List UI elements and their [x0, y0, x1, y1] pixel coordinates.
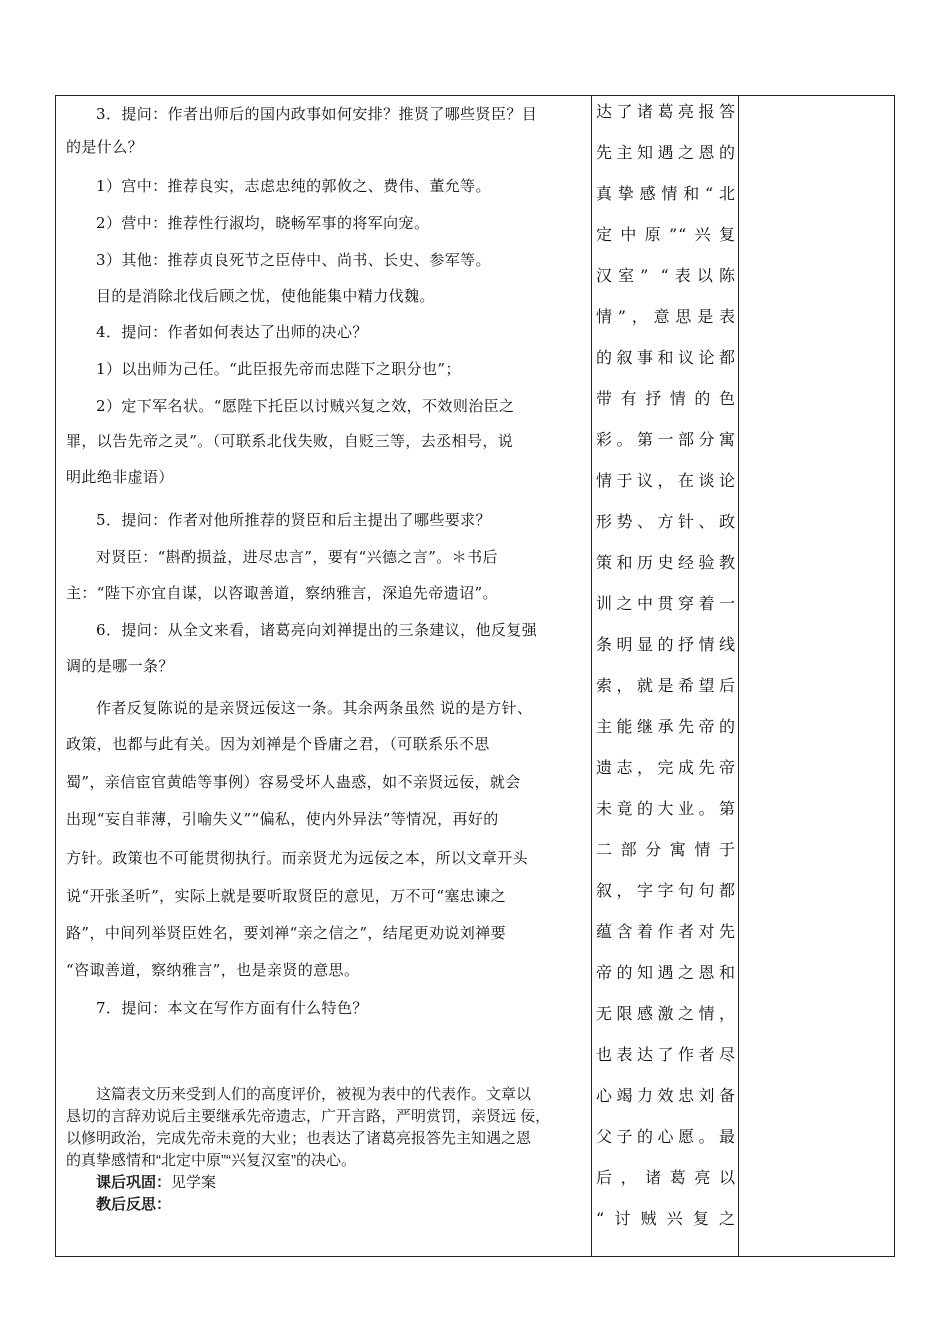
- body-line: 调的是哪一条？: [66, 657, 174, 675]
- side-note-line: 的叙事和议论都: [596, 348, 736, 367]
- body-line: 对贤臣：“斟酌损益，进尽忠言”，要有“兴德之言”。＊书后: [96, 548, 498, 566]
- side-note-line: 带有抒情的色: [596, 389, 736, 408]
- summary-line: 恳切的言辞劝说后主要继承先帝遗志，广开言路，严明赏罚，亲贤远 佞，: [66, 1108, 551, 1125]
- side-note-line: 形势、方针、政: [596, 512, 736, 531]
- body-line: 政策，也都与此有关。因为刘禅是个昏庸之君，（可联系乐不思: [66, 735, 490, 753]
- body-line: 2）定下军名状。“愿陛下托臣以讨贼兴复之效，不效则治臣之: [96, 397, 515, 415]
- side-note-line: 情”，意思是表: [596, 307, 736, 326]
- body-line: 1）以出师为己任。“此臣报先帝而忠陛下之职分也”；: [96, 360, 461, 378]
- body-line: 说“开张圣听”，实际上就是要听取贤臣的意见，万不可“塞忠谏之: [66, 887, 507, 905]
- lesson-table: [55, 95, 895, 1257]
- column-divider-2: [738, 96, 739, 1256]
- body-line: 方针。政策也不可能贯彻执行。而亲贤尤为远佞之本，所以文章开头: [66, 849, 529, 867]
- side-note-line: 帝的知遇之恩和: [596, 963, 736, 982]
- side-note-line: 遗志，完成先帝: [596, 758, 736, 777]
- body-line: 主：“陛下亦宜自谋，以咨诹善道，察纳雅言，深追先帝遗诏”。: [66, 584, 498, 602]
- side-note-line: 蕴含着作者对先: [596, 922, 736, 941]
- side-note-line: 先主知遇之恩的: [596, 143, 736, 162]
- reflection-row: [66, 1194, 586, 1216]
- body-line: 3）其他：推荐贞良死节之臣侍中、尚书、长史、参军等。: [96, 251, 491, 269]
- side-note-line: 彩。第一部分寓: [596, 430, 736, 449]
- side-note-line: 训之中贯穿着一: [596, 594, 736, 613]
- body-line: 目的是消除北伐后顾之忧，使他能集中精力伐魏。: [96, 287, 435, 305]
- body-line: 1）宫中：推荐良实，志虑忠纯的郭攸之、费伟、董允等。: [96, 177, 491, 195]
- side-note-line: 心竭力效忠刘备: [596, 1086, 736, 1105]
- side-note-line: 未竟的大业。第: [596, 799, 736, 818]
- body-line: 明此绝非虚语）: [66, 468, 174, 486]
- body-line: “咨诹善道，察纳雅言”，也是亲贤的意思。: [66, 961, 360, 979]
- body-line: 罪，以告先帝之灵”。（可联系北伐失败，自贬三等，去丞相号，说: [66, 432, 514, 450]
- body-line: 7．提问：本文在写作方面有什么特色？: [96, 999, 368, 1017]
- body-line: 5．提问：作者对他所推荐的贤臣和后主提出了哪些要求？: [96, 511, 491, 529]
- body-line: 出现“妄自菲薄，引喻失义”“偏私，使内外异法”等情况，再好的: [66, 810, 499, 828]
- side-note-line: 后，诸葛亮以: [596, 1168, 736, 1187]
- body-line: 4．提问：作者如何表达了出师的决心？: [96, 323, 368, 341]
- side-note-line: 真挚感情和“北: [596, 184, 736, 203]
- summary-line: 以修明政治，完成先帝未竟的大业；也表达了诸葛亮报答先主知遇之恩: [66, 1130, 532, 1147]
- summary-line: 这篇表文历来受到人们的高度评价，被视为表中的代表作。文章以: [96, 1086, 532, 1103]
- side-note-line: 也表达了作者尽: [596, 1045, 736, 1064]
- body-line: 3．提问：作者出师后的国内政事如何安排？推贤了哪些贤臣？目: [96, 105, 538, 123]
- column-divider-1: [591, 96, 592, 1256]
- body-line: 6．提问：从全文来看，诸葛亮向刘禅提出的三条建议，他反复强: [96, 621, 538, 639]
- reflection-label: 教后反思：: [96, 1196, 172, 1213]
- homework-row: [66, 1172, 586, 1194]
- body-line: 路”，中间列举贤臣姓名，要刘禅“亲之信之”，结尾更劝说刘禅要: [66, 924, 507, 942]
- side-note-line: 策和历史经验教: [596, 553, 736, 572]
- summary-block: [66, 1084, 586, 1216]
- body-line: 蜀”，亲信宦官黄皓等事例）容易受坏人蛊惑，如不亲贤远佞，就会: [66, 773, 521, 791]
- side-note-line: 主能继承先帝的: [596, 717, 736, 736]
- side-note-line: 达了诸葛亮报答: [596, 102, 736, 121]
- body-line: 的是什么？: [66, 138, 144, 156]
- side-note-line: 情于议，在谈论: [596, 471, 736, 490]
- side-note-line: “讨贼兴复之: [596, 1209, 736, 1228]
- homework-label: 课后巩固：: [96, 1174, 172, 1191]
- side-note-line: 无限感激之情，: [596, 1004, 736, 1023]
- side-note-line: 二部分寓情于: [596, 840, 736, 859]
- side-note-line: 父子的心愿。最: [596, 1127, 736, 1146]
- homework-value: 见学案: [171, 1174, 217, 1191]
- side-note-line: 条明显的抒情线: [596, 635, 736, 654]
- side-note-line: 定中原”“兴复: [596, 225, 736, 244]
- side-note-line: 汉室” “表以陈: [596, 266, 736, 285]
- side-note-line: 叙，字字句句都: [596, 881, 736, 900]
- body-line: 作者反复陈说的是亲贤远佞这一条。其余两条虽然 说的是方针、: [96, 699, 533, 717]
- body-line: 2）营中：推荐性行淑均，晓畅军事的将军向宠。: [96, 214, 430, 232]
- summary-line: 的真挚感情和“北定中原”“兴复汉室”的决心。: [66, 1152, 356, 1169]
- side-note-line: 索，就是希望后: [596, 676, 736, 695]
